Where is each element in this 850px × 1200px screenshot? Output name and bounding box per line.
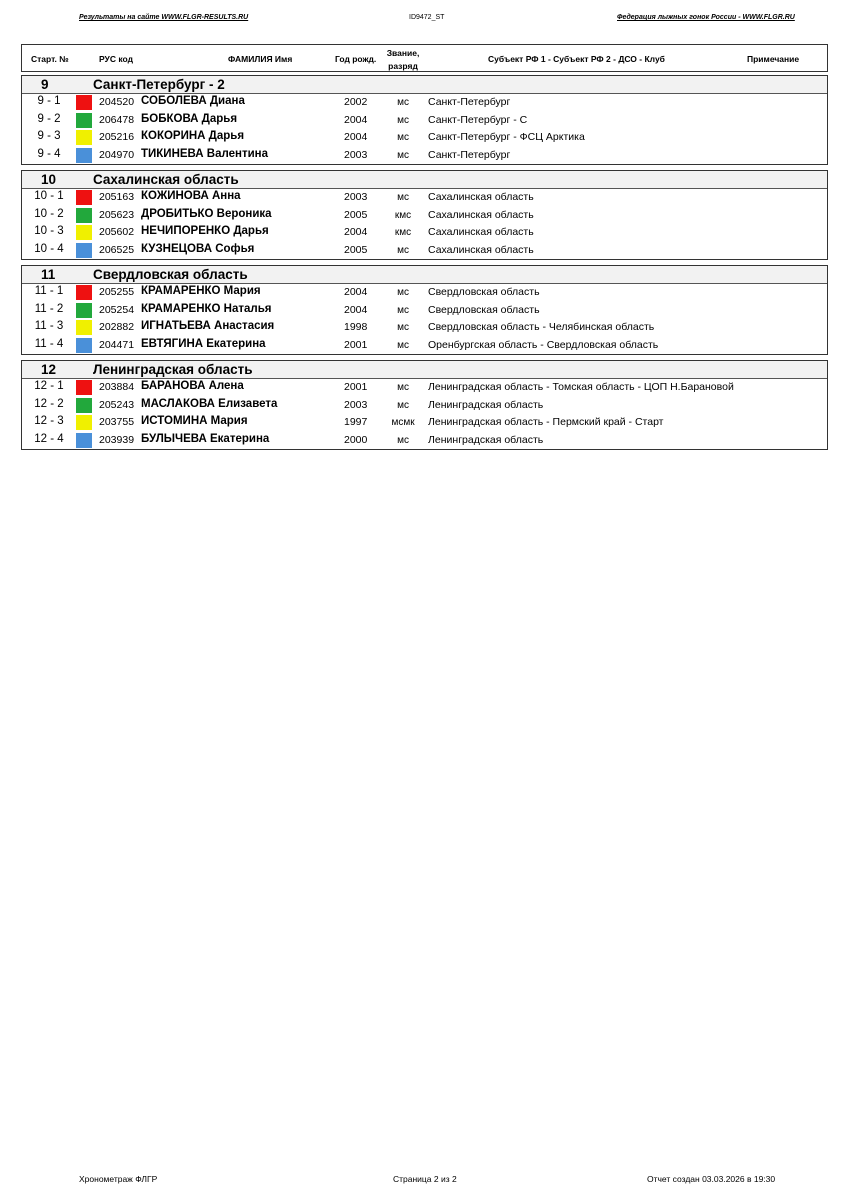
start-number: 11 - 1 <box>34 285 64 297</box>
rus-code: 203939 <box>99 433 135 446</box>
column-note: Примечание <box>747 54 800 64</box>
rank: мс <box>397 382 409 393</box>
rus-code: 204471 <box>99 338 135 351</box>
birth-year: 2003 <box>344 148 368 161</box>
team-number: 9 <box>41 77 49 92</box>
bib-color-swatch <box>76 95 92 110</box>
start-number: 12 - 4 <box>34 432 64 445</box>
region: Ленинградская область - Томская область - ЦОП Н.Барановой <box>428 381 734 393</box>
rus-code: 205602 <box>99 226 135 239</box>
start-number: 9 - 2 <box>37 112 61 125</box>
birth-year: 2000 <box>344 433 368 446</box>
start-number: 9 - 1 <box>37 95 61 107</box>
footer-timing: Хронометраж ФЛГР <box>79 1174 158 1184</box>
table-row <box>22 379 827 397</box>
table-row <box>22 207 827 225</box>
rank: кмс <box>394 227 412 239</box>
birth-year: 2004 <box>344 113 368 126</box>
team-block <box>21 265 828 355</box>
team-name: Сахалинская область <box>93 172 239 187</box>
table-row <box>22 94 827 112</box>
bib-color-swatch <box>76 130 92 145</box>
start-number: 12 - 2 <box>34 397 64 410</box>
region: Свердловская область - Челябинская область <box>428 321 655 334</box>
table-row <box>22 414 827 432</box>
bib-color-swatch <box>76 415 92 430</box>
rus-code: 206525 <box>99 243 135 256</box>
bib-color-swatch <box>76 398 92 413</box>
team-name: Санкт-Петербург - 2 <box>93 77 225 92</box>
bib-color-swatch <box>76 320 92 335</box>
athlete-name: КРАМАРЕНКО Наталья <box>141 302 272 315</box>
rank: мс <box>397 304 409 316</box>
region: Сахалинская область <box>428 191 534 203</box>
start-number: 10 - 2 <box>34 207 64 220</box>
region: Ленинградская область <box>428 433 544 446</box>
rus-code: 205243 <box>99 398 135 411</box>
rank: мс <box>397 287 409 298</box>
team-header <box>22 361 827 379</box>
athlete-name: КРАМАРЕНКО Мария <box>141 285 261 297</box>
table-row <box>22 302 827 320</box>
table-row <box>22 337 827 355</box>
bib-color-swatch <box>76 113 92 128</box>
team-block <box>21 360 828 450</box>
rank: мс <box>397 114 409 126</box>
region: Санкт-Петербург - С <box>428 113 528 126</box>
bib-color-swatch <box>76 303 92 318</box>
column-rank: Звание, разряд <box>386 48 420 71</box>
athlete-name: ИГНАТЬЕВА Анастасия <box>141 320 275 333</box>
region: Оренбургская область - Свердловская область <box>428 338 659 351</box>
birth-year: 2002 <box>344 96 368 108</box>
team-block <box>21 170 828 260</box>
results-site-link[interactable]: Результаты на сайте WWW.FLGR-RESULTS.RU <box>79 14 249 21</box>
bib-color-swatch <box>76 285 92 300</box>
start-number: 11 - 3 <box>34 320 64 333</box>
bib-color-swatch <box>76 338 92 353</box>
birth-year: 2005 <box>344 208 368 221</box>
rus-code: 205163 <box>99 191 135 203</box>
bib-color-swatch <box>76 190 92 205</box>
birth-year: 1997 <box>344 416 368 429</box>
rus-code: 204970 <box>99 148 135 161</box>
rus-code: 204520 <box>99 96 135 108</box>
start-number: 12 - 3 <box>34 415 64 428</box>
table-row <box>22 224 827 242</box>
rus-code: 205255 <box>99 286 135 298</box>
rank: мс <box>397 339 409 351</box>
region: Ленинградская область - Пермский край - Старт <box>428 416 664 429</box>
footer-report-date: Отчет создан 03.03.2026 в 19:30 <box>647 1174 776 1184</box>
birth-year: 2001 <box>344 338 368 351</box>
table-row <box>22 284 827 302</box>
start-number: 9 - 4 <box>37 147 61 160</box>
team-number: 12 <box>41 362 57 377</box>
rank: мс <box>397 132 409 144</box>
athlete-name: ДРОБИТЬКО Вероника <box>141 207 272 220</box>
rank: мс <box>397 399 409 411</box>
page-header <box>0 14 850 26</box>
bib-color-swatch <box>76 380 92 395</box>
athlete-name: МАСЛАКОВА Елизавета <box>141 397 278 410</box>
athlete-name: БАРАНОВА Алена <box>141 380 244 392</box>
rank: мс <box>397 149 409 161</box>
rank: мс <box>397 434 409 446</box>
table-row <box>22 242 827 260</box>
region: Сахалинская область <box>428 243 534 256</box>
athlete-name: СОБОЛЕВА Диана <box>141 95 245 107</box>
region: Санкт-Петербург - ФСЦ Арктика <box>428 131 585 144</box>
team-header <box>22 171 827 189</box>
bib-color-swatch <box>76 433 92 448</box>
column-start-number: Старт. № <box>31 54 69 64</box>
region: Санкт-Петербург <box>428 148 511 161</box>
region: Свердловская область <box>428 286 540 298</box>
rus-code: 202882 <box>99 321 135 334</box>
birth-year: 2004 <box>344 226 368 239</box>
team-name: Ленинградская область <box>93 362 253 377</box>
start-number: 10 - 3 <box>34 225 64 238</box>
region: Свердловская область <box>428 303 540 316</box>
region: Сахалинская область <box>428 208 534 221</box>
table-row <box>22 319 827 337</box>
rank: мс <box>397 97 409 108</box>
birth-year: 2004 <box>344 131 368 144</box>
table-row <box>22 397 827 415</box>
bib-color-swatch <box>76 243 92 258</box>
athlete-name: БУЛЫЧЕВА Екатерина <box>141 432 270 445</box>
column-rus-code: РУС код <box>99 54 133 64</box>
rus-code: 203755 <box>99 416 135 429</box>
birth-year: 2004 <box>344 303 368 316</box>
birth-year: 2003 <box>344 191 368 203</box>
birth-year: 2004 <box>344 286 368 298</box>
athlete-name: БОБКОВА Дарья <box>141 112 238 125</box>
bib-color-swatch <box>76 148 92 163</box>
team-block <box>21 75 828 165</box>
federation-site-link[interactable]: Федерация лыжных гонок России - WWW.FLGR.RU <box>617 14 795 21</box>
start-number: 11 - 4 <box>34 337 64 350</box>
rus-code: 205216 <box>99 131 135 144</box>
table-row <box>22 432 827 450</box>
start-number: 11 - 2 <box>34 302 64 315</box>
start-number: 9 - 3 <box>37 130 61 143</box>
team-header <box>22 266 827 284</box>
column-region: Субъект РФ 1 - Субъект РФ 2 - ДСО - Клуб <box>488 54 665 64</box>
team-number: 10 <box>41 172 57 187</box>
start-number: 12 - 1 <box>34 380 64 392</box>
rus-code: 205623 <box>99 208 135 221</box>
athlete-name: НЕЧИПОРЕНКО Дарья <box>141 225 269 238</box>
region: Сахалинская область <box>428 226 534 239</box>
team-name: Свердловская область <box>93 267 248 282</box>
rus-code: 203884 <box>99 381 135 393</box>
birth-year: 1998 <box>344 321 368 334</box>
athlete-name: КОЖИНОВА Анна <box>141 190 241 202</box>
athlete-name: ЕВТЯГИНА Екатерина <box>141 337 266 350</box>
rank: мс <box>397 192 409 203</box>
birth-year: 2005 <box>344 243 368 256</box>
rank: мс <box>397 244 409 256</box>
footer-page-number: Страница 2 из 2 <box>393 1174 457 1184</box>
birth-year: 2001 <box>344 381 368 393</box>
athlete-name: КОКОРИНА Дарья <box>141 130 245 143</box>
document-id: ID9472_ST <box>409 14 445 21</box>
bib-color-swatch <box>76 225 92 240</box>
athlete-name: ТИКИНЕВА Валентина <box>141 147 269 160</box>
column-name: ФАМИЛИЯ Имя <box>228 54 293 64</box>
table-row <box>22 189 827 207</box>
team-header <box>22 76 827 94</box>
region: Ленинградская область <box>428 398 544 411</box>
table-row <box>22 147 827 165</box>
athlete-name: ИСТОМИНА Мария <box>141 415 248 428</box>
rus-code: 205254 <box>99 303 135 316</box>
athlete-name: КУЗНЕЦОВА Софья <box>141 242 255 255</box>
start-number: 10 - 1 <box>34 190 64 202</box>
rank: кмс <box>394 209 412 221</box>
rank: мсмк <box>391 417 415 429</box>
team-number: 11 <box>41 267 56 282</box>
rus-code: 206478 <box>99 113 135 126</box>
bib-color-swatch <box>76 208 92 223</box>
table-row <box>22 112 827 130</box>
table-row <box>22 129 827 147</box>
birth-year: 2003 <box>344 398 368 411</box>
column-header-row <box>21 44 828 72</box>
column-birth-year: Год рожд. <box>335 54 377 64</box>
region: Санкт-Петербург <box>428 96 511 108</box>
start-number: 10 - 4 <box>34 242 64 255</box>
rank: мс <box>397 322 409 334</box>
